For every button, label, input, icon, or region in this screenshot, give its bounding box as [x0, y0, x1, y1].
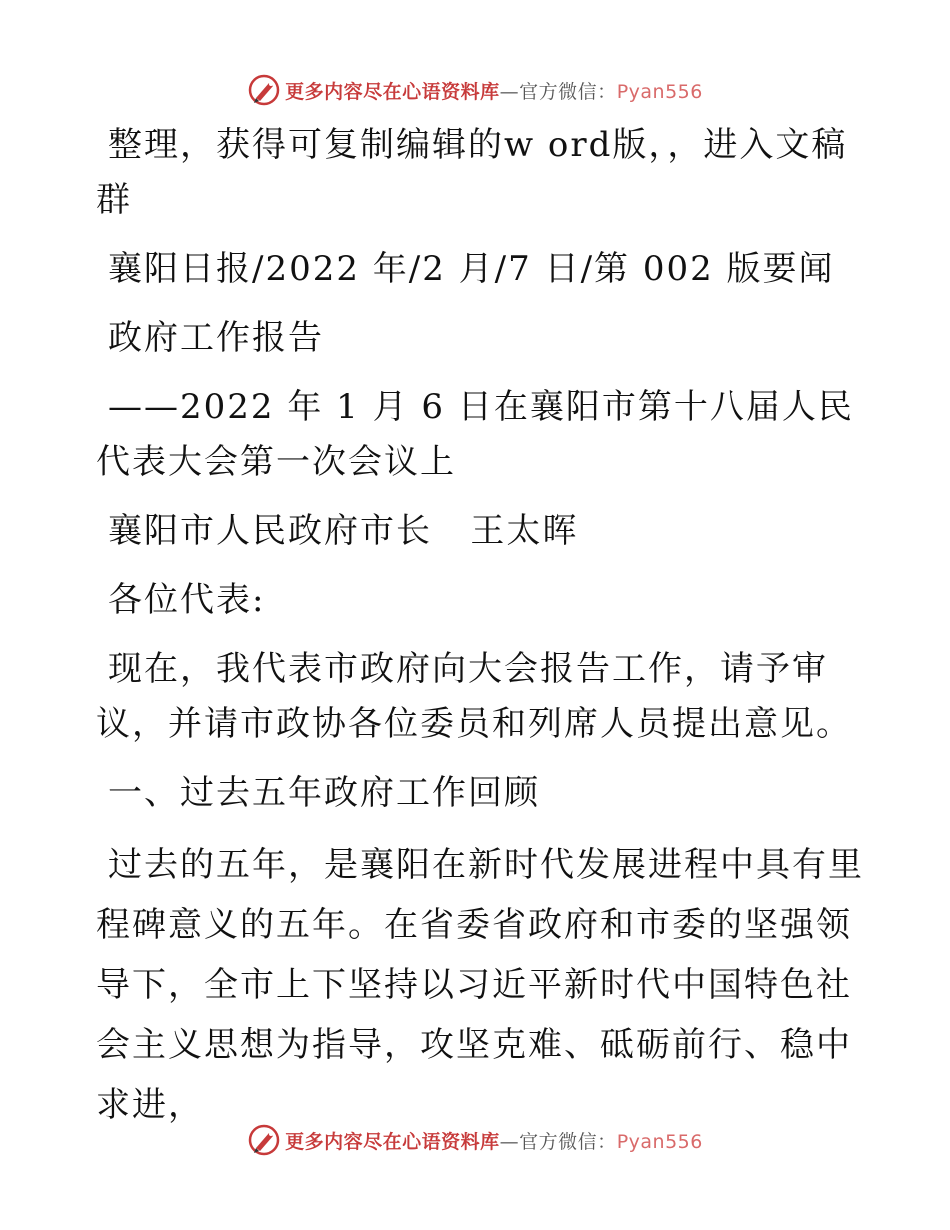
document-title: 政府工作报告 — [108, 318, 324, 358]
watermark-wechat-id: Pyan556 — [616, 1130, 703, 1153]
section-heading: 一、过去五年政府工作回顾 — [108, 773, 540, 813]
watermark-main: 更多内容尽在心语资料库 — [285, 80, 500, 103]
watermark-text — [285, 77, 703, 104]
paragraph-opening: 现在，我代表市政府向大会报告工作，请予审议，并请市政协各位委员和列席人员提出意见。 — [96, 649, 852, 744]
watermark-footer — [0, 1120, 950, 1160]
paragraph-review: 过去的五年，是襄阳在新时代发展进程中具有里程碑意义的五年。在省委省政府和市委的坚强领导下，全市上下坚持以习近平新时代中国特色社会主义思想为指导，攻坚克难、砥砺前行、稳中求进， — [96, 845, 864, 1125]
document-body — [96, 118, 866, 1149]
watermark-wechat-label: 官方微信： — [519, 80, 617, 103]
paragraph-intro: 整理，获得可复制编辑的w ord版，，进入文稿群 — [96, 125, 848, 220]
paragraph-source: 襄阳日报/2022 年/2 月/7 日/第 002 版要闻 — [108, 249, 835, 289]
paragraph-salutation: 各位代表: — [108, 580, 266, 620]
watermark-text — [285, 1127, 703, 1154]
watermark-dash: — — [499, 1130, 520, 1153]
watermark-wechat-label: 官方微信： — [519, 1130, 617, 1153]
watermark-wechat-id: Pyan556 — [616, 80, 703, 103]
watermark-dash: — — [499, 80, 520, 103]
pen-logo-icon — [247, 73, 281, 107]
watermark-main: 更多内容尽在心语资料库 — [285, 1130, 500, 1153]
document-author: 襄阳市人民政府市长 王太晖 — [108, 511, 579, 551]
document-subtitle: ——2022 年 1 月 6 日在襄阳市第十八届人民代表大会第一次会议上 — [96, 387, 854, 482]
pen-logo-icon — [247, 1123, 281, 1157]
watermark-header — [0, 70, 950, 110]
